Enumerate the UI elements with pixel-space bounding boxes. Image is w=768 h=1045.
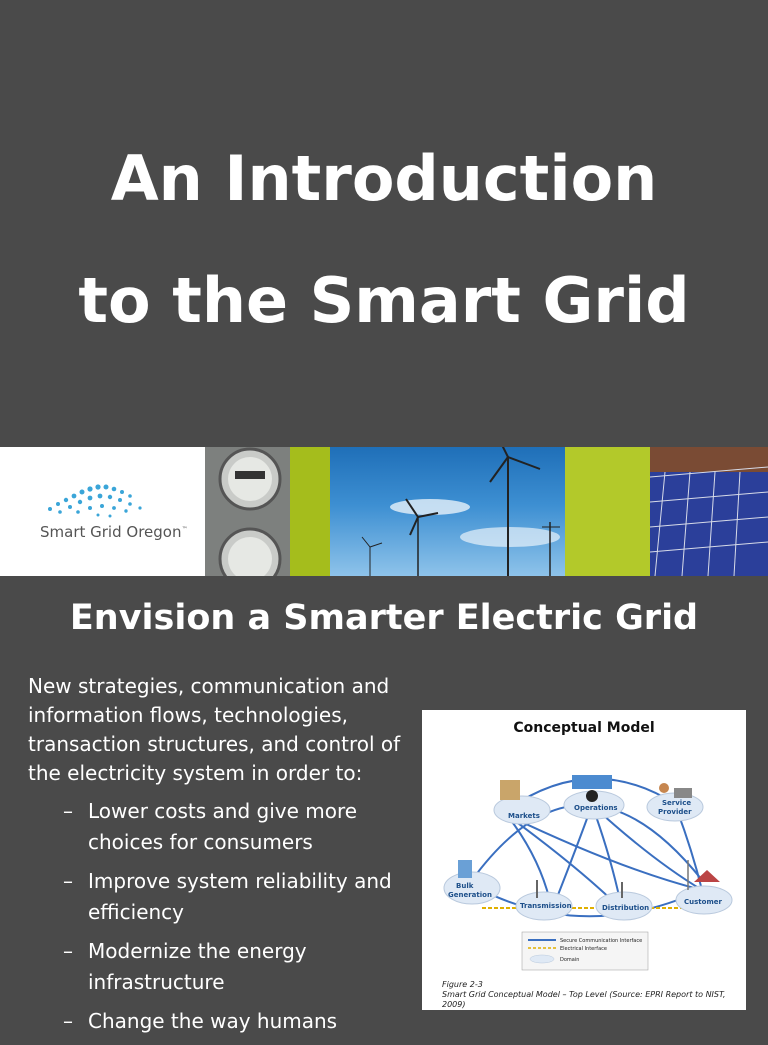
bullet-item: – Lower costs and give more choices for consumers — [28, 796, 428, 858]
figure-caption — [442, 980, 742, 1010]
section-heading: Envision a Smarter Electric Grid — [69, 598, 699, 638]
label-bulk-1: Bulk — [456, 882, 474, 890]
logo-dots-icon — [40, 479, 150, 519]
operator-icon — [586, 790, 598, 802]
logo-text: Smart Grid Oregon — [40, 523, 182, 541]
label-customer: Customer — [684, 898, 722, 906]
label-service-1: Service — [662, 799, 692, 807]
slide-title — [0, 118, 768, 362]
monitors-icon — [572, 775, 612, 789]
label-service-2: Provider — [658, 808, 692, 816]
truck-icon — [674, 788, 692, 798]
legend-electrical: Electrical Interface — [560, 946, 607, 952]
bullet-item: – Improve system reliability and efficiency — [28, 866, 428, 928]
wind-turbine-photo — [330, 447, 580, 576]
bullet-dash: – — [63, 799, 73, 823]
caption-line-1: Figure 2-3 — [442, 980, 483, 989]
label-distribution: Distribution — [602, 904, 650, 912]
bullet-item: – Modernize the energy infrastructure — [28, 936, 428, 998]
dam-icon — [458, 860, 472, 878]
electric-meter-photo — [205, 447, 295, 576]
conceptual-model-diagram — [422, 710, 746, 980]
title-line-1: An Introduction — [110, 142, 658, 215]
legend-secure: Secure Communication Interface — [560, 938, 643, 944]
conceptual-model-figure — [422, 710, 746, 1010]
legend-domain: Domain — [560, 957, 580, 963]
intro-paragraph: New strategies, communication and information flows, technologies, transaction structures, and control of the electricity system in order to: — [28, 674, 401, 785]
bullet-dash: – — [63, 939, 73, 963]
label-operations: Operations — [574, 804, 618, 812]
bullet-dash: – — [63, 869, 73, 893]
caption-line-2: Smart Grid Conceptual Model – Top Level (Source: EPRI Report to NIST, 2009) — [442, 990, 726, 1009]
bullet-item: – Change the way humans — [28, 1006, 428, 1037]
solar-panel-photo — [650, 447, 768, 576]
bullet-list — [28, 796, 428, 1037]
green-band-2 — [565, 447, 655, 576]
body-text — [28, 672, 428, 1045]
label-markets: Markets — [508, 812, 540, 820]
logo-tm: ™ — [181, 526, 188, 533]
title-line-2: to the Smart Grid — [78, 264, 690, 337]
person-icon — [659, 783, 669, 793]
smart-grid-oregon-logo — [0, 447, 205, 576]
bullet-dash: – — [63, 1009, 73, 1033]
label-transmission: Transmission — [520, 902, 572, 910]
banner-image — [0, 447, 768, 576]
figure-title: Conceptual Model — [513, 720, 655, 736]
building-icon — [500, 780, 520, 800]
label-bulk-2: Generation — [448, 891, 492, 899]
